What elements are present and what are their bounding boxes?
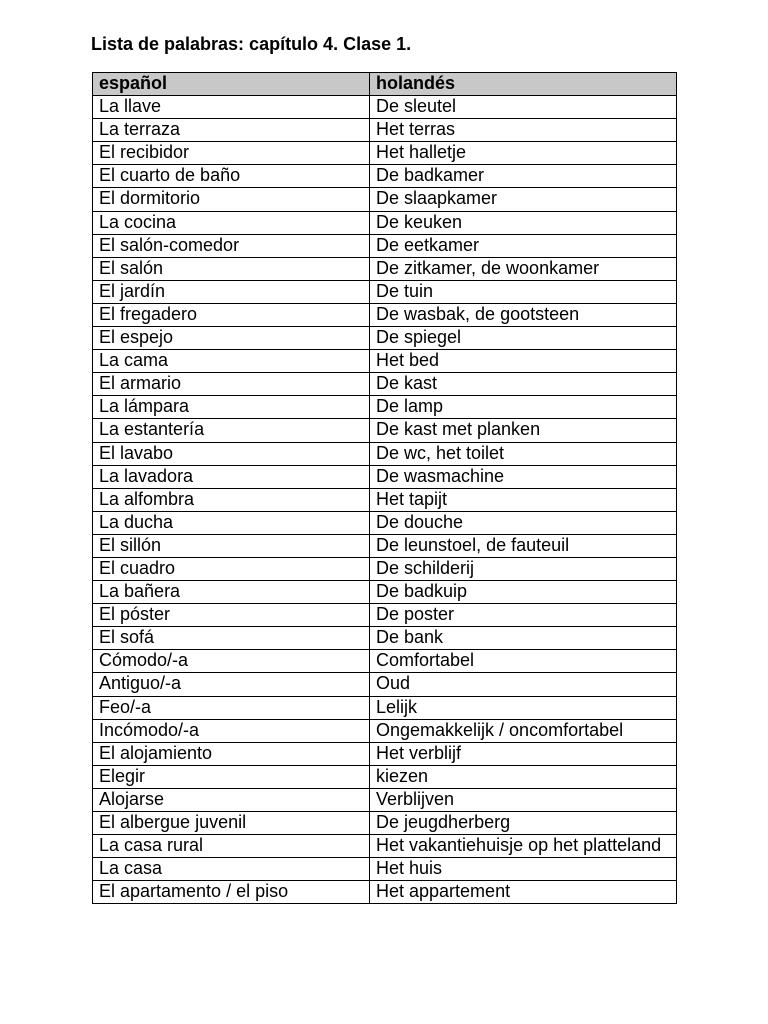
table-row <box>93 419 677 442</box>
dutch-word-cell: De tuin <box>370 280 677 303</box>
dutch-word-cell: De kast met planken <box>370 419 677 442</box>
spanish-word-cell: El póster <box>93 604 370 627</box>
dutch-word-cell: De schilderij <box>370 557 677 580</box>
table-row <box>93 812 677 835</box>
page-title: Lista de palabras: capítulo 4. Clase 1. <box>91 34 412 54</box>
table-row <box>93 650 677 673</box>
spanish-word-cell: Cómodo/-a <box>93 650 370 673</box>
dutch-word-cell: De slaapkamer <box>370 188 677 211</box>
table-row <box>93 188 677 211</box>
dutch-word-cell: Het verblijf <box>370 742 677 765</box>
table-row <box>93 303 677 326</box>
dutch-word-cell: Het bed <box>370 350 677 373</box>
dutch-word-cell: De jeugdherberg <box>370 812 677 835</box>
spanish-word-cell: Elegir <box>93 765 370 788</box>
table-row <box>93 373 677 396</box>
dutch-word-cell: De kast <box>370 373 677 396</box>
spanish-word-cell: La terraza <box>93 119 370 142</box>
dutch-word-cell: Het terras <box>370 119 677 142</box>
table-row <box>93 396 677 419</box>
spanish-word-cell: El cuadro <box>93 557 370 580</box>
table-row <box>93 858 677 881</box>
dutch-word-cell: De lamp <box>370 396 677 419</box>
spanish-word-cell: Antiguo/-a <box>93 673 370 696</box>
spanish-word-cell: La alfombra <box>93 488 370 511</box>
dutch-word-cell: kiezen <box>370 765 677 788</box>
dutch-word-cell: Ongemakkelijk / oncomfortabel <box>370 719 677 742</box>
header-spanish: español <box>93 73 370 96</box>
table-row <box>93 557 677 580</box>
table-row <box>93 142 677 165</box>
spanish-word-cell: La cocina <box>93 211 370 234</box>
table-row <box>93 465 677 488</box>
spanish-word-cell: Feo/-a <box>93 696 370 719</box>
dutch-word-cell: Het tapijt <box>370 488 677 511</box>
spanish-word-cell: El recibidor <box>93 142 370 165</box>
table-row <box>93 280 677 303</box>
spanish-word-cell: La casa rural <box>93 835 370 858</box>
table-row <box>93 765 677 788</box>
spanish-word-cell: El apartamento / el piso <box>93 881 370 904</box>
table-row <box>93 211 677 234</box>
dutch-word-cell: De wc, het toilet <box>370 442 677 465</box>
table-row <box>93 534 677 557</box>
dutch-word-cell: De badkamer <box>370 165 677 188</box>
dutch-word-cell: Het appartement <box>370 881 677 904</box>
spanish-word-cell: El lavabo <box>93 442 370 465</box>
dutch-word-cell: De poster <box>370 604 677 627</box>
dutch-word-cell: De keuken <box>370 211 677 234</box>
spanish-word-cell: La lavadora <box>93 465 370 488</box>
table-row <box>93 835 677 858</box>
dutch-word-cell: De eetkamer <box>370 234 677 257</box>
table-row <box>93 719 677 742</box>
spanish-word-cell: El sofá <box>93 627 370 650</box>
table-row <box>93 673 677 696</box>
spanish-word-cell: La lámpara <box>93 396 370 419</box>
spanish-word-cell: La estantería <box>93 419 370 442</box>
spanish-word-cell: El dormitorio <box>93 188 370 211</box>
dutch-word-cell: De badkuip <box>370 581 677 604</box>
table-header-row <box>93 73 677 96</box>
spanish-word-cell: El espejo <box>93 327 370 350</box>
dutch-word-cell: Oud <box>370 673 677 696</box>
dutch-word-cell: De bank <box>370 627 677 650</box>
table-row <box>93 96 677 119</box>
spanish-word-cell: Incómodo/-a <box>93 719 370 742</box>
spanish-word-cell: El albergue juvenil <box>93 812 370 835</box>
spanish-word-cell: El fregadero <box>93 303 370 326</box>
table-row <box>93 627 677 650</box>
dutch-word-cell: De douche <box>370 511 677 534</box>
dutch-word-cell: De leunstoel, de fauteuil <box>370 534 677 557</box>
table-row <box>93 165 677 188</box>
dutch-word-cell: De wasbak, de gootsteen <box>370 303 677 326</box>
spanish-word-cell: El salón <box>93 257 370 280</box>
table-row <box>93 488 677 511</box>
table-row <box>93 604 677 627</box>
spanish-word-cell: El cuarto de baño <box>93 165 370 188</box>
spanish-word-cell: El armario <box>93 373 370 396</box>
dutch-word-cell: Het vakantiehuisje op het platteland <box>370 835 677 858</box>
table-row <box>93 788 677 811</box>
dutch-word-cell: Comfortabel <box>370 650 677 673</box>
dutch-word-cell: Het huis <box>370 858 677 881</box>
table-row <box>93 327 677 350</box>
dutch-word-cell: De wasmachine <box>370 465 677 488</box>
spanish-word-cell: La ducha <box>93 511 370 534</box>
spanish-word-cell: El alojamiento <box>93 742 370 765</box>
table-row <box>93 350 677 373</box>
table-row <box>93 257 677 280</box>
spanish-word-cell: Alojarse <box>93 788 370 811</box>
spanish-word-cell: El sillón <box>93 534 370 557</box>
table-row <box>93 442 677 465</box>
table-row <box>93 581 677 604</box>
table-row <box>93 234 677 257</box>
dutch-word-cell: De zitkamer, de woonkamer <box>370 257 677 280</box>
dutch-word-cell: Verblijven <box>370 788 677 811</box>
spanish-word-cell: La cama <box>93 350 370 373</box>
table-row <box>93 696 677 719</box>
table-row <box>93 119 677 142</box>
dutch-word-cell: De spiegel <box>370 327 677 350</box>
table-row <box>93 742 677 765</box>
vocabulary-table <box>92 72 677 904</box>
spanish-word-cell: La bañera <box>93 581 370 604</box>
dutch-word-cell: Het halletje <box>370 142 677 165</box>
dutch-word-cell: Lelijk <box>370 696 677 719</box>
spanish-word-cell: El jardín <box>93 280 370 303</box>
header-dutch: holandés <box>370 73 677 96</box>
spanish-word-cell: El salón-comedor <box>93 234 370 257</box>
spanish-word-cell: La llave <box>93 96 370 119</box>
table-body <box>93 96 677 904</box>
table-row <box>93 881 677 904</box>
spanish-word-cell: La casa <box>93 858 370 881</box>
dutch-word-cell: De sleutel <box>370 96 677 119</box>
table-row <box>93 511 677 534</box>
